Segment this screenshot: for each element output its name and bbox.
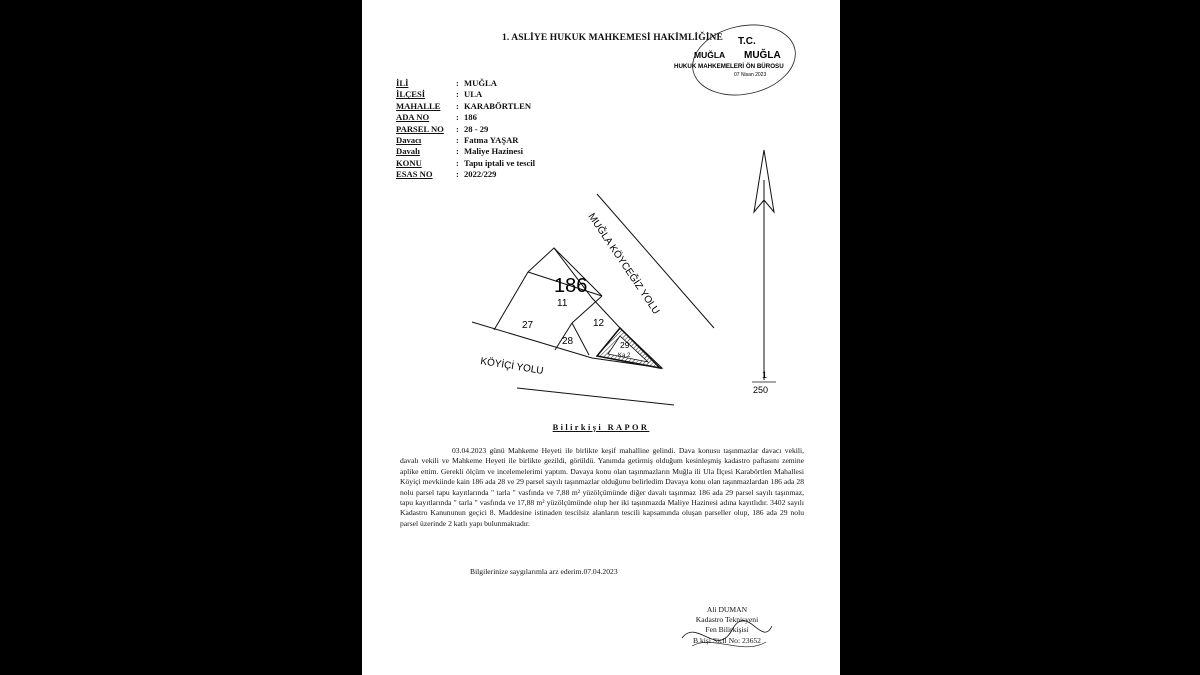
svg-text:07 Nisan 2023: 07 Nisan 2023 (734, 72, 767, 78)
block-number: 186 (554, 275, 588, 297)
svg-text:MUĞLA: MUĞLA (694, 50, 726, 60)
signer-title: Kadastro Teknisyeni (695, 615, 759, 625)
parcel-label: 29 (620, 340, 630, 350)
svg-text:MUĞLA: MUĞLA (744, 50, 781, 61)
signature-block (672, 605, 782, 646)
case-info-row: Davacı : Fatma YAŞAR (396, 135, 519, 146)
report-title: Bilirkişi RAPOR (552, 423, 650, 432)
case-info-row: MAHALLE : KARABÖRTLEN (396, 100, 532, 111)
case-info-row: PARSEL NO : 28 - 29 (396, 123, 489, 134)
case-info-row: Davalı : Maliye Hazinesi (396, 146, 523, 157)
regards-line: Bilgilerinize saygılarımla arz ederim.07.04.2023 (470, 567, 618, 576)
signer-name: Ali DUMAN (706, 605, 748, 614)
scale-numerator: 1 (762, 370, 768, 380)
svg-text:T.C.: T.C. (738, 36, 756, 47)
case-info-row: İLÇESİ : ULA (396, 89, 483, 100)
case-info-row: İLİ : MUĞLA (396, 78, 497, 88)
scale-denominator: 250 (753, 385, 769, 395)
svg-text:HUKUK MAHKEMELERİ ÖN BÜROSU: HUKUK MAHKEMELERİ ÖN BÜROSU (674, 63, 784, 70)
document-page (362, 0, 840, 675)
parcel-sketch (362, 0, 840, 420)
parcel-label: 28 (562, 336, 574, 347)
signer-registry: B.kişi Sicil No: 23652 (693, 635, 761, 645)
case-info-row: KONU : Tapu iptali ve tescil (396, 157, 536, 168)
parcel-label: 12 (593, 318, 605, 329)
report-paragraph: 03.04.2023 günü Mahkeme Heyeti ile birlikte keşif mahalline gelindi. Dava konusu taşınmazlar davacı vekili, davalı vekili ve Mahkeme Heyeti ile birlikte gezildi, görüldü. Yanımda getirmiş olduğum kesinleşmiş kadastro paftasını zemine aplike ettim. Gerekli ölçüm ve incelemelerimi yaptım. Davaya konu olan taşınmazların Muğla ili Ula İlçesi Karabörtlen Mahallesi Köyiçi mevkiinde kain 186 ada 28 ve 29 parsel sayılı taşınmazlar olduğunu belirledim Davaya konu olan taşınmazlardan 186 ada 28 nolu parsel tapu kayıtlarında " tarla " vasfında ve 7,88 m² yüzölçümünde diğer davalı taşınmaz 186 ada 29 parsel sayılı taşınmaz, tapu kayıtlarında " tarla " vasfında ve 17,88 m² yüzölçümünde olup her iki taşınmazda Maliye Hazinesi adına kayıtlıdır. 3402 sayılı Kadastro Kanununun geçici 8. Maddesine istinaden tescilsiz alanların tescili kapsamında oluşan parseller olup, 186 ada 29 nolu parsel üzerinde 2 katlı yapı bulunmaktadır. (400, 446, 804, 528)
report-body (400, 446, 804, 529)
court-title: 1. ASLİYE HUKUK MAHKEMESİ HAKİMLİĞİNE (502, 33, 723, 43)
parcel-label: 11 (557, 298, 568, 309)
signer-role: Fen Bilirkişisi (705, 625, 749, 635)
case-info-row: ESAS NO : 2022/229 (396, 169, 497, 180)
road-village-label: KÖYİÇİ YOLU (479, 356, 545, 377)
road-edge-bottom (517, 388, 674, 405)
building-label: Ka.2 (618, 353, 631, 359)
parcel-label: 27 (522, 320, 534, 331)
case-info-row: ADA NO : 186 (396, 112, 477, 123)
road-main-label: MUĞLA KÖYCEĞİZ YOLU (585, 211, 662, 317)
parcel-line (572, 323, 589, 355)
